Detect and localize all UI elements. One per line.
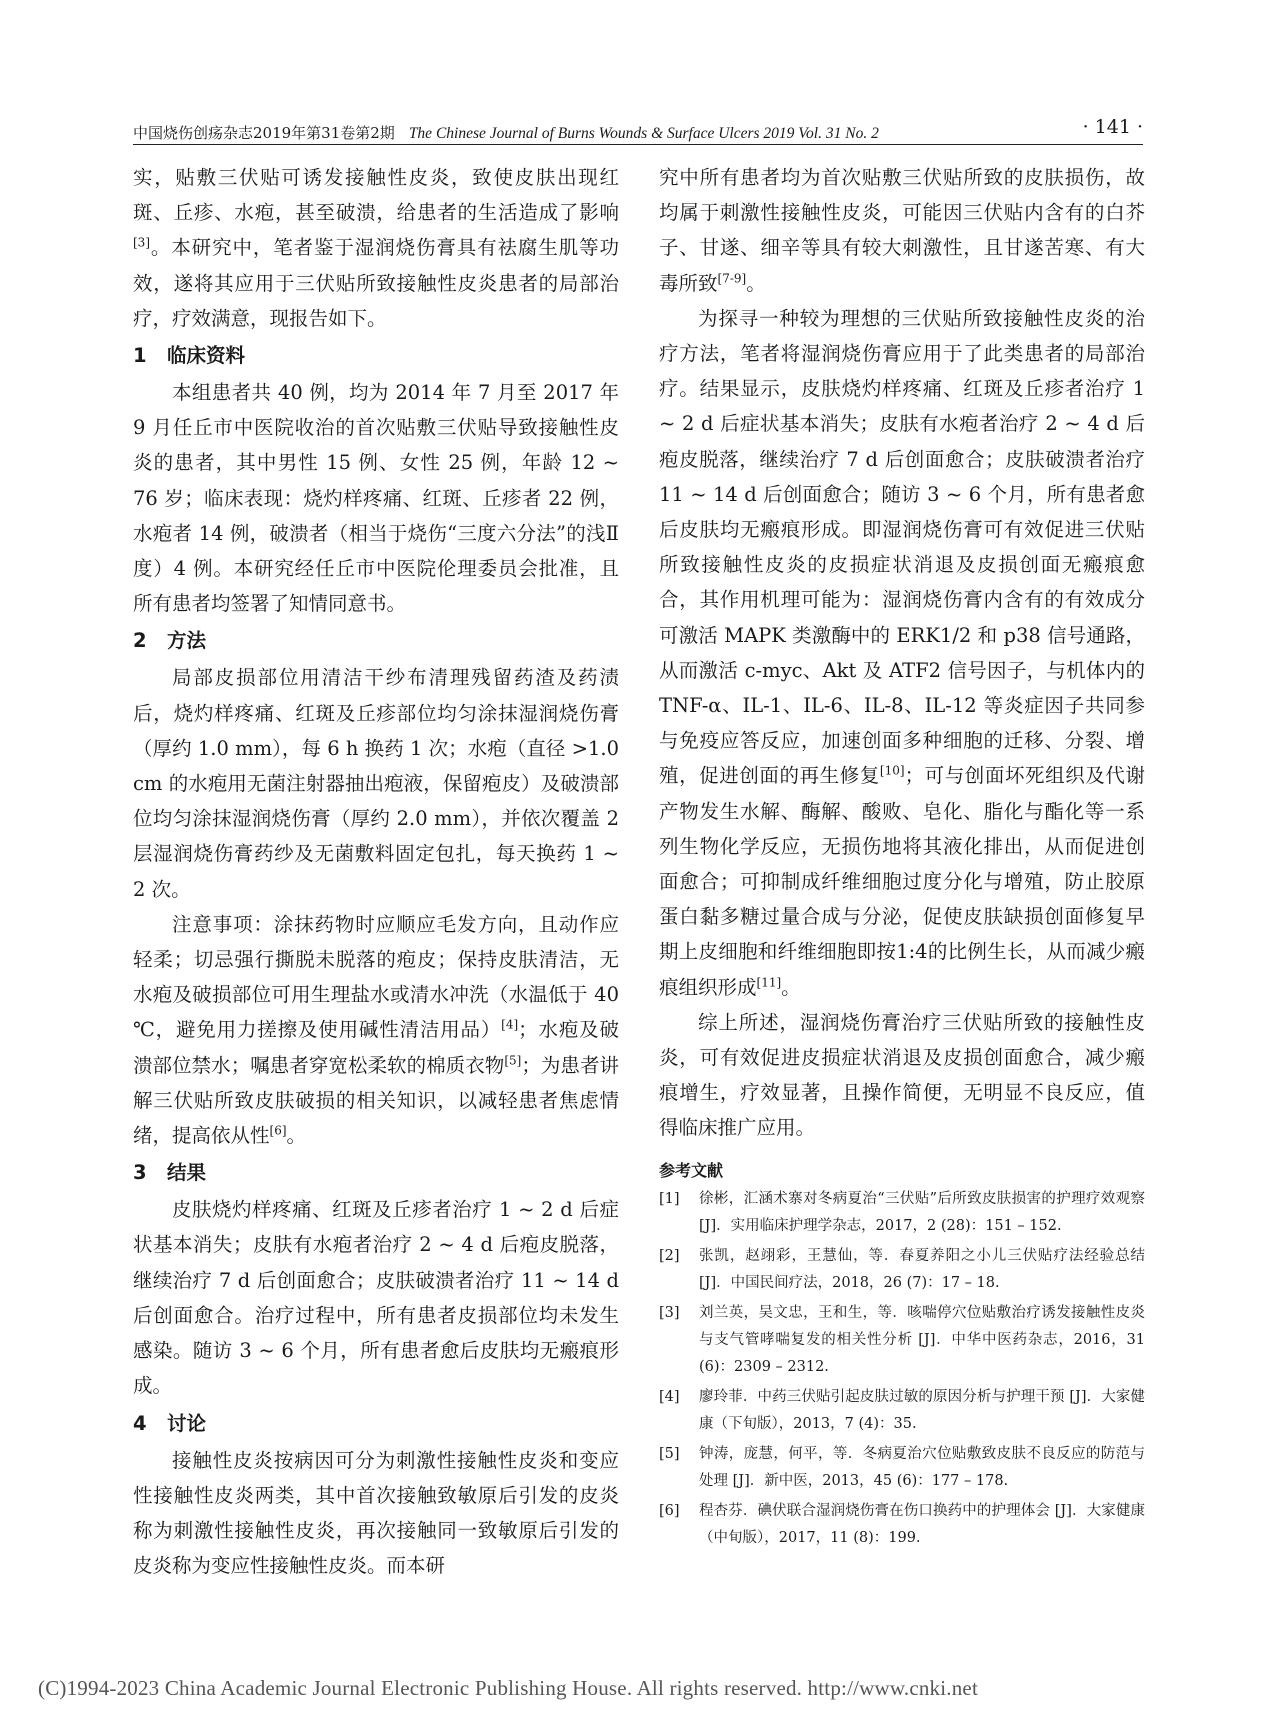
page-number: · 141 · [1082,116,1143,138]
section-heading-3: 3 结果 [133,1161,207,1185]
section-heading-2: 2 方法 [133,629,207,653]
section-2-paragraph-1: 局部皮损部位用清洁干纱布清理残留药渣及药渍后，烧灼样疼痛、红斑及丘疹部位均匀涂抹湿润烧伤膏（厚约 1.0 mm），每 6 h 换药 1 次；水疱（直径 >1.0 cm 的水疱用无菌注射器抽出疱液，保留疱皮）及破溃部位均匀涂抹湿润烧伤膏（厚约 2.0 mm），并依次覆盖 2 层湿润烧伤膏药纱及无菌敷料固定包扎，每天换药 1 ~ 2 次。 [133,666,619,901]
citation[interactable]: [11] [756,975,782,990]
citation[interactable]: [5] [504,1053,522,1068]
section-3-paragraph: 皮肤烧灼样疼痛、红斑及丘疹者治疗 1 ~ 2 d 后症状基本消失；皮肤有水疱者治疗 2 ~ 4 d 后疱皮脱落，继续治疗 7 d 后创面愈合；皮肤破溃者治疗 11 ~ 14 d 后创面愈合。治疗过程中，所有患者皮损部位均未发生感染。随访 3 ~ 6 个月，所有患者愈后皮肤均无瘢痕形成。 [133,1198,619,1398]
reference-item: [3] 刘兰英，吴文忠，王和生，等．咳喘停穴位贴敷治疗诱发接触性皮炎与支气管哮喘复发的相关性分析 [J]．中华中医药杂志，2016，31 (6)：2309 – 2312. [659,1304,1145,1375]
citation[interactable]: [6] [269,1123,287,1138]
reference-item: [2] 张凯，赵翊彩，王慧仙，等．春夏养阳之小儿三伏贴疗法经验总结 [J]．中国民间疗法，2018，26 (7)：17 – 18. [659,1247,1145,1291]
references-heading: 参考文献 [659,1160,724,1180]
citation[interactable]: [4] [501,1017,519,1032]
section-heading-1: 1 临床资料 [133,344,246,368]
left-column [133,160,619,1583]
intro-paragraph: 实，贴敷三伏贴可诱发接触性皮炎，致使皮肤出现红斑、丘疹、水疱，甚至破溃，给患者的生活造成了影响[3]。本研究中，笔者鉴于湿润烧伤膏具有祛腐生肌等功效，遂将其应用于三伏贴所致接触性皮炎患者的局部治疗，疗效满意，现报告如下。 [133,166,619,330]
citation[interactable]: [10] [879,763,905,778]
journal-info [133,122,879,143]
journal-title-cn: 中国烧伤创疡杂志2019年第31卷第2期 [133,124,395,142]
discussion-paragraph-2: 为探寻一种较为理想的三伏贴所致接触性皮炎的治疗方法，笔者将湿润烧伤膏应用于了此类患者的局部治疗。结果显示，皮肤烧灼样疼痛、红斑及丘疹者治疗 1 ~ 2 d 后症状基本消失；皮肤有水疱者治疗 2 ~ 4 d 后疱皮脱落，继续治疗 7 d 后创面愈合；皮肤破溃者治疗 11 ~ 14 d 后创面愈合；随访 3 ~ 6 个月，所有患者愈后皮肤均无瘢痕形成。即湿润烧伤膏可有效促进三伏贴所致接触性皮炎的皮损症状消退及皮损创面无瘢痕愈合，其作用机理可能为：湿润烧伤膏内含有的有效成分可激活 MAPK 类激酶中的 ERK1/2 和 p38 信号通路，从而激活 c-myc、Akt 及 ATF2 信号因子，与机体内的TNF-α、IL-1、IL-6、IL-8、IL-12 等炎症因子共同参与免疫应答反应，加速创面多种细胞的迁移、分裂、增殖，促进创面的再生修复[10]；可与创面坏死组织及代谢产物发生水解、酶解、酸败、皂化、脂化与酯化等一系列生物化学反应，无损伤地将其液化排出，从而促进创面愈合；可抑制成纤维细胞过度分化与增殖，防止胶原蛋白黏多糖过量合成与分泌，促使皮肤缺损创面修复早期上皮细胞和纤维细胞即按1:4的比例生长，从而减少瘢痕组织形成[11]。 [659,306,1145,999]
section-1-paragraph: 本组患者共 40 例，均为 2014 年 7 月至 2017 年 9 月任丘市中医院收治的首次贴敷三伏贴导致接触性皮炎的患者，其中男性 15 例、女性 25 例，年龄 12 ~ 76 岁；临床表现：烧灼样疼痛、红斑、丘疹者 22 例，水疱者 14 例，破溃者（相当于烧伤“三度六分法”的浅Ⅱ度）4 例。本研究经任丘市中医院伦理委员会批准，且所有患者均签署了知情同意书。 [133,381,619,616]
reference-list [659,1186,1145,1552]
journal-title-en: The Chinese Journal of Burns Wounds & Surface Ulcers 2019 Vol. 31 No. 2 [408,125,879,142]
running-header [133,110,1143,145]
section-heading-4: 4 讨论 [133,1411,207,1435]
reference-item: [6] 程杏芬．碘伏联合湿润烧伤膏在伤口换药中的护理体会 [J]．大家健康（中旬版），2017，11 (8)：199. [659,1502,1145,1546]
reference-item: [5] 钟涛，庞慧，何平，等．冬病夏治穴位贴敷致皮肤不良反应的防范与处理 [J]．新中医，2013，45 (6)：177 – 178. [659,1445,1145,1489]
section-4-paragraph: 接触性皮炎按病因可分为刺激性接触性皮炎和变应性接触性皮炎两类，其中首次接触致敏原后引发的皮炎称为刺激性接触性皮炎，再次接触同一致敏原后引发的皮炎称为变应性接触性皮炎。而本研 [133,1448,619,1578]
copyright-footer: (C)1994-2023 China Academic Journal Electronic Publishing House. All rights reserved. http://www.cnki.net [38,1676,978,1700]
section-2-paragraph-2: 注意事项：涂抹药物时应顺应毛发方向，且动作应轻柔；切忌强行撕脱未脱落的疱皮；保持皮肤清洁，无水疱及破损部位可用生理盐水或清水冲洗（水温低于 40 ℃，避免用力搓擦及使用碱性清洁用品）[4]；水疱及破溃部位禁水；嘱患者穿宽松柔软的棉质衣物[5]；为患者讲解三伏贴所致皮肤破损的相关知识，以减轻患者焦虑情绪，提高依从性[6]。 [133,912,619,1148]
citation[interactable]: [7-9] [717,271,747,286]
reference-item: [4] 廖玲菲．中药三伏贴引起皮肤过敏的原因分析与护理干预 [J]．大家健康（下旬版），2013，7 (4)：35. [659,1388,1145,1432]
right-column [659,160,1145,1555]
discussion-continued: 究中所有患者均为首次贴敷三伏贴所致的皮肤损伤，故均属于刺激性接触性皮炎，可能因三伏贴内含有的白芥子、甘遂、细辛等具有较大刺激性，且甘遂苦寒、有大毒所致[7-9]。 [659,166,1145,295]
reference-item: [1] 徐彬，汇涵术寨对冬病夏治“三伏贴”后所致皮肤损害的护理疗效观察 [J]．实用临床护理学杂志，2017，2 (28)：151 – 152. [659,1190,1145,1234]
citation[interactable]: [3] [133,235,150,250]
conclusion-paragraph: 综上所述，湿润烧伤膏治疗三伏贴所致的接触性皮炎，可有效促进皮损症状消退及皮损创面愈合，减少瘢痕增生，疗效显著，且操作简便，无明显不良反应，值得临床推广应用。 [659,1010,1145,1140]
